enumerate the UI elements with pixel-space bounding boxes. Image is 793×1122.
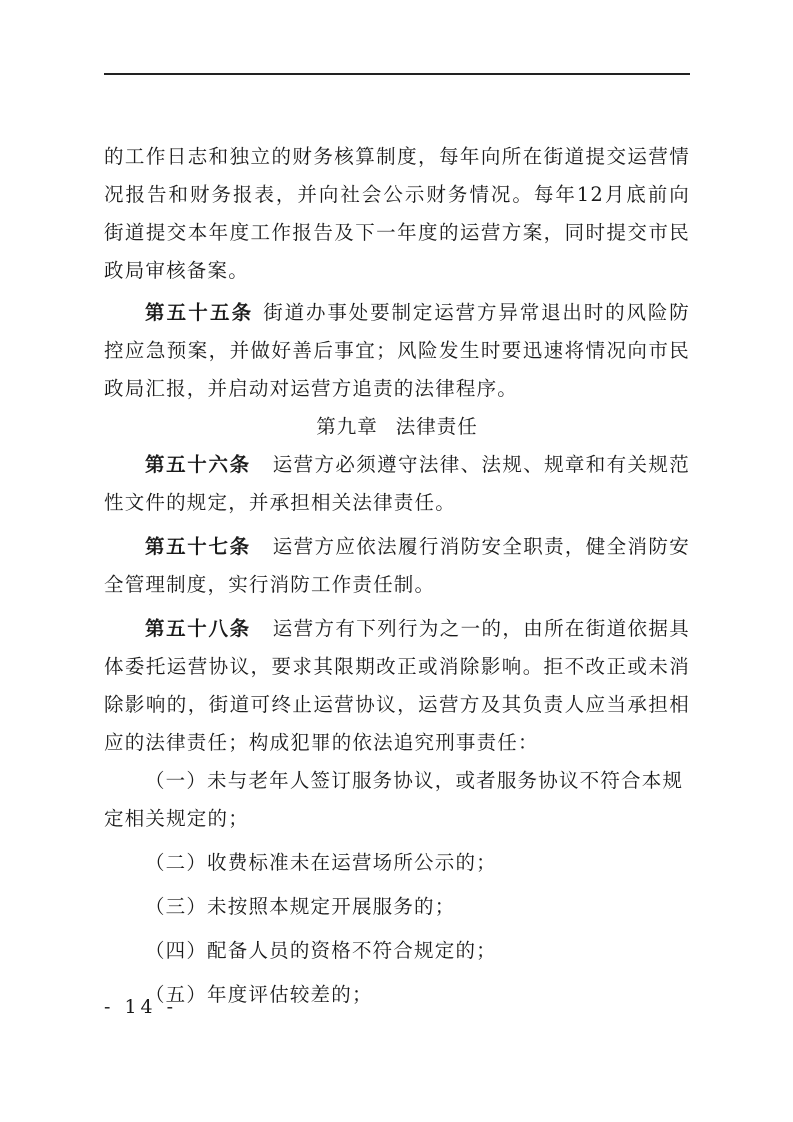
article-57-text: 运营方应依法履行消防安全职责，健全消防安全管理制度，实行消防工作责任制。	[104, 535, 690, 596]
article-55	[104, 294, 690, 408]
article-57	[104, 528, 690, 604]
list-item: （二）收费标准未在运营场所公示的；	[144, 851, 497, 874]
paragraph-continued: 的工作日志和独立的财务核算制度，每年向所在街道提交运营情况报告和财务报表，并向社会公示财务情况。每年12月底前向街道提交本年度工作报告及下一年度的运营方案，同时提交市民政局审核备案。	[104, 145, 690, 282]
chapter-title: 法律责任	[395, 415, 478, 438]
article-58-title: 第五十八条	[144, 617, 251, 640]
article-55-title: 第五十五条	[144, 301, 254, 324]
chapter-heading	[104, 408, 690, 446]
article-55-text: 街道办事处要制定运营方异常退出时的风险防控应急预案，并做好善后事宜；风险发生时要迅速将情况向市民政局汇报，并启动对运营方追责的法律程序。	[104, 301, 690, 400]
article-56-title: 第五十六条	[144, 453, 251, 476]
header-rule	[104, 73, 690, 75]
list-item: （五）年度评估较差的；	[144, 983, 373, 1006]
chapter-number: 第九章	[316, 415, 378, 438]
article-58	[104, 610, 690, 762]
article-58-text: 运营方有下列行为之一的，由所在街道依据具体委托运营协议，要求其限期改正或消除影响。拒不改正或未消除影响的，街道可终止运营协议，运营方及其负责人应当承担相应的法律责任；构成犯罪的依法追究刑事责任：	[104, 617, 690, 754]
list-item: （三）未按照本规定开展服务的；	[144, 895, 456, 918]
article-56	[104, 446, 690, 522]
list-item: （四）配备人员的资格不符合规定的；	[144, 939, 497, 962]
page-number: - 14 -	[104, 996, 178, 1018]
article-56-text: 运营方必须遵守法律、法规、规章和有关规范性文件的规定，并承担相关法律责任。	[104, 453, 690, 514]
article-57-title: 第五十七条	[144, 535, 251, 558]
document-body	[104, 138, 690, 1014]
list-item: （一）未与老年人签订服务协议，或者服务协议不符合本规定相关规定的；	[104, 769, 684, 830]
